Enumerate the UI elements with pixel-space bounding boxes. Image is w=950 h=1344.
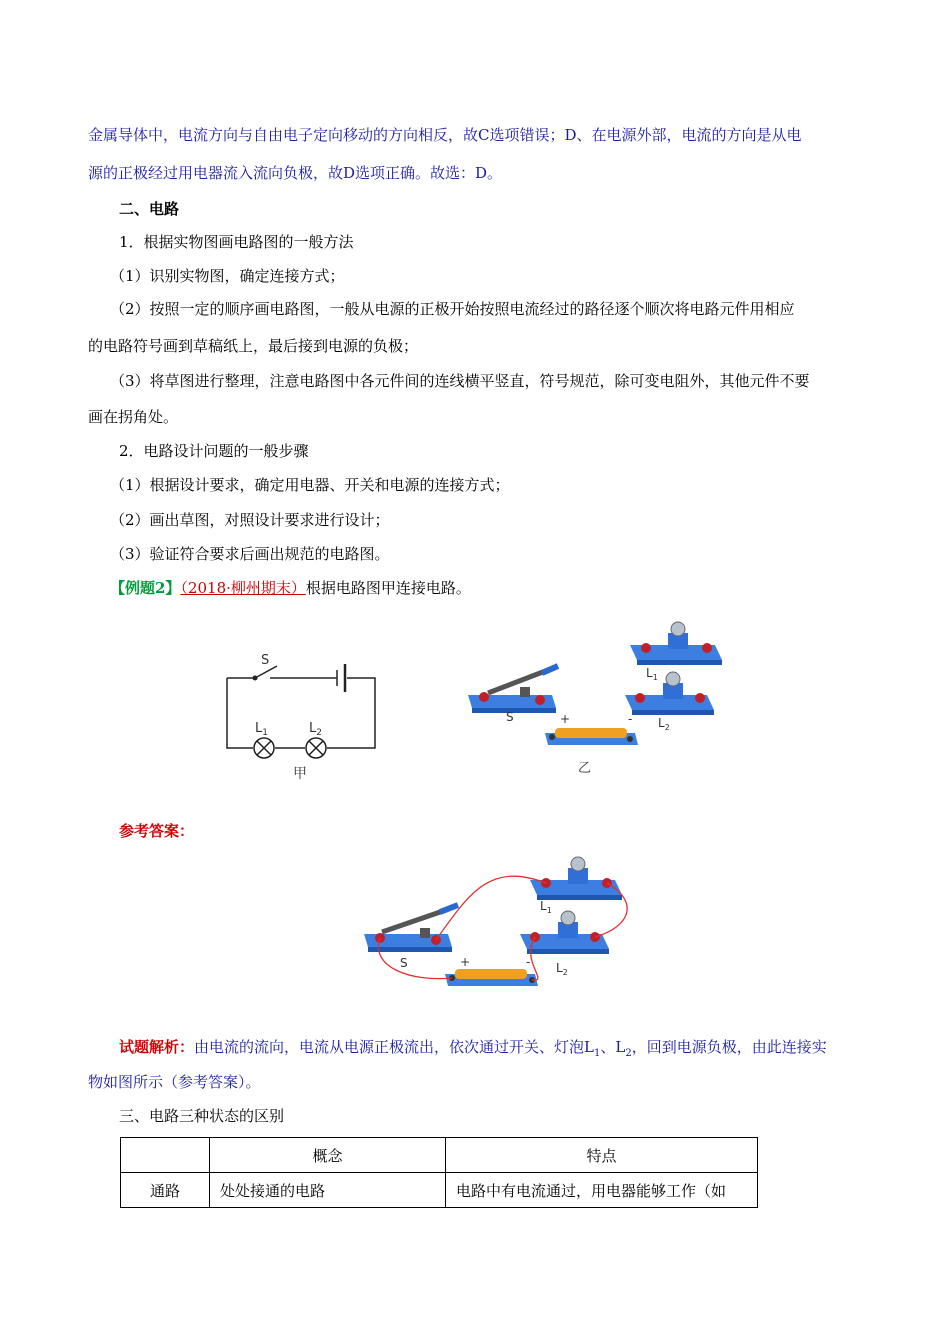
yi-l2-label: $L_2$ — [658, 716, 670, 732]
circuit-diagram-jia — [215, 650, 385, 785]
table-header-cell: 概念 — [210, 1138, 446, 1173]
jia-switch-label: S — [261, 653, 270, 668]
example-source: （2018·柳州期末） — [180, 579, 306, 597]
lamp-l2-icon — [625, 672, 714, 715]
example-line — [110, 577, 471, 599]
yi-caption: 乙 — [578, 761, 592, 776]
table-header-cell — [121, 1138, 210, 1173]
analysis-separator: 、 — [600, 1038, 616, 1056]
yi-switch-label: S — [506, 710, 514, 724]
analysis-text-2: ，回到电源负极，由此连接实 — [631, 1038, 827, 1056]
lamp-l1-icon — [630, 622, 722, 665]
yi-minus-label: - — [628, 712, 633, 726]
method-step-2a: （2）按照一定的顺序画电路图，一般从电源的正极开始按照电流经过的路径逐个顺次将电路元件用相应 — [110, 300, 795, 318]
para-line-2: 源的正极经过用电器流入流向负极，故D选项正确。故选：D。 — [88, 164, 503, 182]
design-step-3: （3）验证符合要求后画出规范的电路图。 — [110, 545, 390, 563]
jia-l2-label: $L_2$ — [309, 721, 322, 738]
answer-lamp-l2-icon — [520, 911, 609, 954]
table-header-cell: 特点 — [446, 1138, 758, 1173]
table-header-row — [121, 1138, 758, 1173]
jia-l1-label: $L_1$ — [255, 721, 268, 738]
ans-plus-label: + — [460, 955, 471, 969]
switch-contact — [253, 676, 258, 681]
switch-icon — [468, 666, 558, 713]
analysis-line-2: 物如图所示（参考答案）。 — [88, 1073, 261, 1091]
ans-switch-label: S — [400, 956, 408, 970]
design-step-1: （1）根据设计要求，确定用电器、开关和电源的连接方式； — [110, 476, 510, 494]
yi-plus-label: + — [560, 712, 571, 726]
method-step-2b: 的电路符号画到草稿纸上，最后接到电源的负极； — [88, 337, 419, 355]
design-title: 2．电路设计问题的一般步骤 — [119, 442, 309, 460]
components-figure-yi — [460, 615, 730, 780]
ans-l1-label: $L_1$ — [540, 899, 552, 915]
table-cell: 处处接通的电路 — [210, 1173, 446, 1208]
method-step-3b: 画在拐角处。 — [88, 408, 179, 426]
para-line-1: 金属导体中，电流方向与自由电子定向移动的方向相反，故C选项错误；D、在电源外部，电流的方向是从电 — [88, 126, 802, 144]
ans-l2-label: $L_2$ — [556, 961, 568, 977]
section-heading-circuit: 二、电路 — [119, 200, 180, 218]
battery-icon — [545, 728, 638, 745]
jia-caption: 甲 — [293, 766, 307, 782]
yi-l1-label: $L_1$ — [646, 666, 658, 682]
section-heading-states: 三、电路三种状态的区别 — [119, 1107, 285, 1125]
method-step-3a: （3）将草图进行整理，注意电路图中各元件间的连线横平竖直，符号规范，除可变电阻外，其他元件不要 — [110, 372, 810, 390]
answer-lamp-l1-icon — [530, 857, 622, 900]
analysis-line-1 — [119, 1036, 827, 1065]
analysis-l2: $L_2$ — [615, 1038, 632, 1059]
example-tag: 【例题2】 — [110, 579, 181, 597]
circuit-states-table — [120, 1137, 758, 1208]
method-step-1: （1）识别实物图，确定连接方式； — [110, 267, 345, 285]
answer-label: 参考答案： — [119, 822, 195, 840]
table-cell: 通路 — [121, 1173, 210, 1208]
table-cell: 电路中有电流通过，用电器能够工作（如 — [446, 1173, 758, 1208]
method-title: 1．根据实物图画电路图的一般方法 — [119, 233, 354, 251]
ans-minus-label: - — [526, 955, 531, 969]
example-text: 根据电路图甲连接电路。 — [305, 579, 471, 597]
analysis-l1: $L_1$ — [584, 1038, 601, 1059]
analysis-text-1: 由电流的流向，电流从电源正极流出，依次通过开关、灯泡 — [194, 1038, 585, 1056]
table-row — [121, 1173, 758, 1208]
analysis-label: 试题解析： — [119, 1038, 195, 1056]
answer-battery-icon — [445, 969, 538, 986]
design-step-2: （2）画出草图，对照设计要求进行设计； — [110, 511, 390, 529]
answer-figure — [360, 852, 630, 997]
